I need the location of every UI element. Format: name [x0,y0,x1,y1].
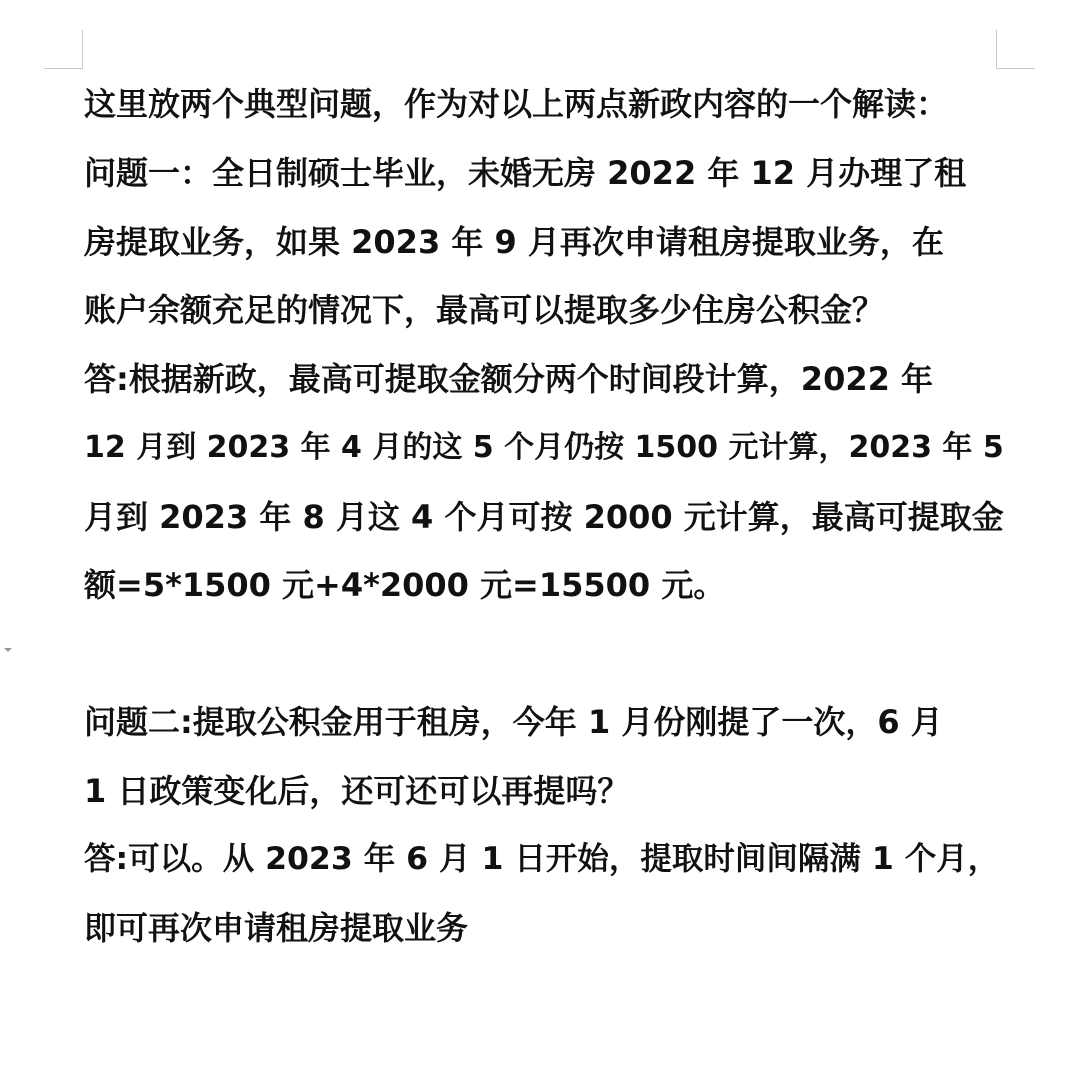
document-line: 额=5*1500 元+4*2000 元=15500 元。 [84,566,726,604]
document-line: 房提取业务，如果 2023 年 9 月再次申请租房提取业务，在 [84,223,944,261]
document-line: 答:根据新政，最高可提取金额分两个时间段计算，2022 年 [84,360,934,398]
document-line: 1 日政策变化后，还可还可以再提吗？ [84,772,630,810]
document-line: 答:可以。从 2023 年 6 月 1 日开始，提取时间间隔满 1 个月， [84,841,1000,877]
crop-mark-top-left [44,30,83,69]
document-line: 问题一：全日制硕士毕业，未婚无房 2022 年 12 月办理了租 [84,154,967,192]
document-line: 这里放两个典型问题，作为对以上两点新政内容的一个解读： [84,85,949,123]
document-line: 即可再次申请租房提取业务 [84,909,469,947]
document-line: 月到 2023 年 8 月这 4 个月可按 2000 元计算，最高可提取金 [84,498,1004,536]
document-line: 问题二:提取公积金用于租房，今年 1 月份刚提了一次，6 月 [84,703,943,741]
paragraph-marker-icon [4,648,12,652]
document-line: 12 月到 2023 年 4 月的这 5 个月仍按 1500 元计算，2023 年 5 [84,430,1004,465]
crop-mark-top-right [996,30,1035,69]
document-line: 账户余额充足的情况下，最高可以提取多少住房公积金？ [84,291,885,329]
